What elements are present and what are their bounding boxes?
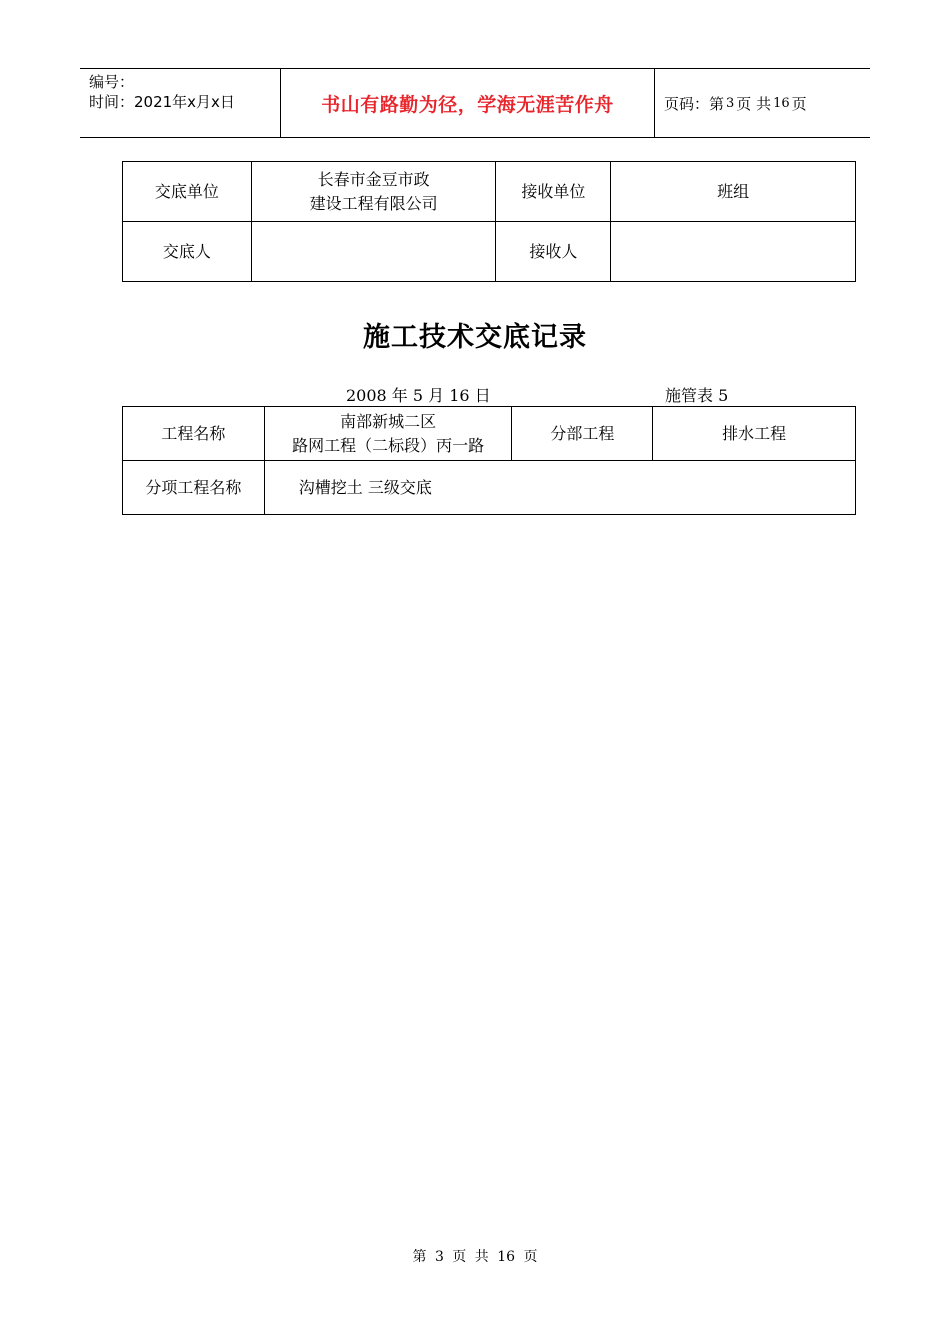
project-name-line2: 路网工程（二标段）丙一路 <box>292 435 485 455</box>
sub-project-label: 分部工程 <box>512 407 653 461</box>
table-row <box>123 222 856 282</box>
unit-value-line2: 建设工程有限公司 <box>309 193 438 213</box>
project-name-line1: 南部新城二区 <box>340 411 437 431</box>
page-prefix: 页码：第 <box>664 94 725 113</box>
header-number: 编号： <box>89 73 135 91</box>
table-row <box>123 461 856 515</box>
header-meta <box>80 69 281 137</box>
page-header <box>80 68 870 138</box>
person-label: 交底人 <box>123 222 252 282</box>
person-value <box>251 222 496 282</box>
record-date: 2008 年 5 月 16 日 <box>346 386 491 405</box>
receiver-unit-value: 班组 <box>611 162 856 222</box>
sub-project-value: 排水工程 <box>653 407 856 461</box>
handover-table <box>122 161 856 282</box>
unit-value-line1: 长春市金豆市政 <box>317 169 430 189</box>
header-time: 时间：2021年x月x日 <box>89 93 235 111</box>
document-title: 施工技术交底记录 <box>363 322 587 353</box>
page-suffix: 页 <box>791 94 807 113</box>
receiver-unit-label: 接收单位 <box>496 162 611 222</box>
header-page-info <box>655 69 870 137</box>
page-total: 16 <box>773 95 790 111</box>
page-footer: 第 3 页 共 16 页 <box>412 1249 538 1265</box>
table-row <box>123 162 856 222</box>
unit-value <box>251 162 496 222</box>
table-row <box>123 407 856 461</box>
item-name-label: 分项工程名称 <box>123 461 265 515</box>
project-table <box>122 406 856 515</box>
item-name-value: 沟槽挖土 三级交底 <box>264 461 855 515</box>
unit-label: 交底单位 <box>123 162 252 222</box>
header-slogan: 书山有路勤为径，学海无涯苦作舟 <box>281 69 655 137</box>
form-number: 施管表 5 <box>665 386 729 405</box>
receiver-label: 接收人 <box>496 222 611 282</box>
receiver-value <box>611 222 856 282</box>
project-name-label: 工程名称 <box>123 407 265 461</box>
project-name-value <box>264 407 512 461</box>
page-current: 3 <box>726 95 735 111</box>
page-mid: 页 共 <box>736 94 772 113</box>
